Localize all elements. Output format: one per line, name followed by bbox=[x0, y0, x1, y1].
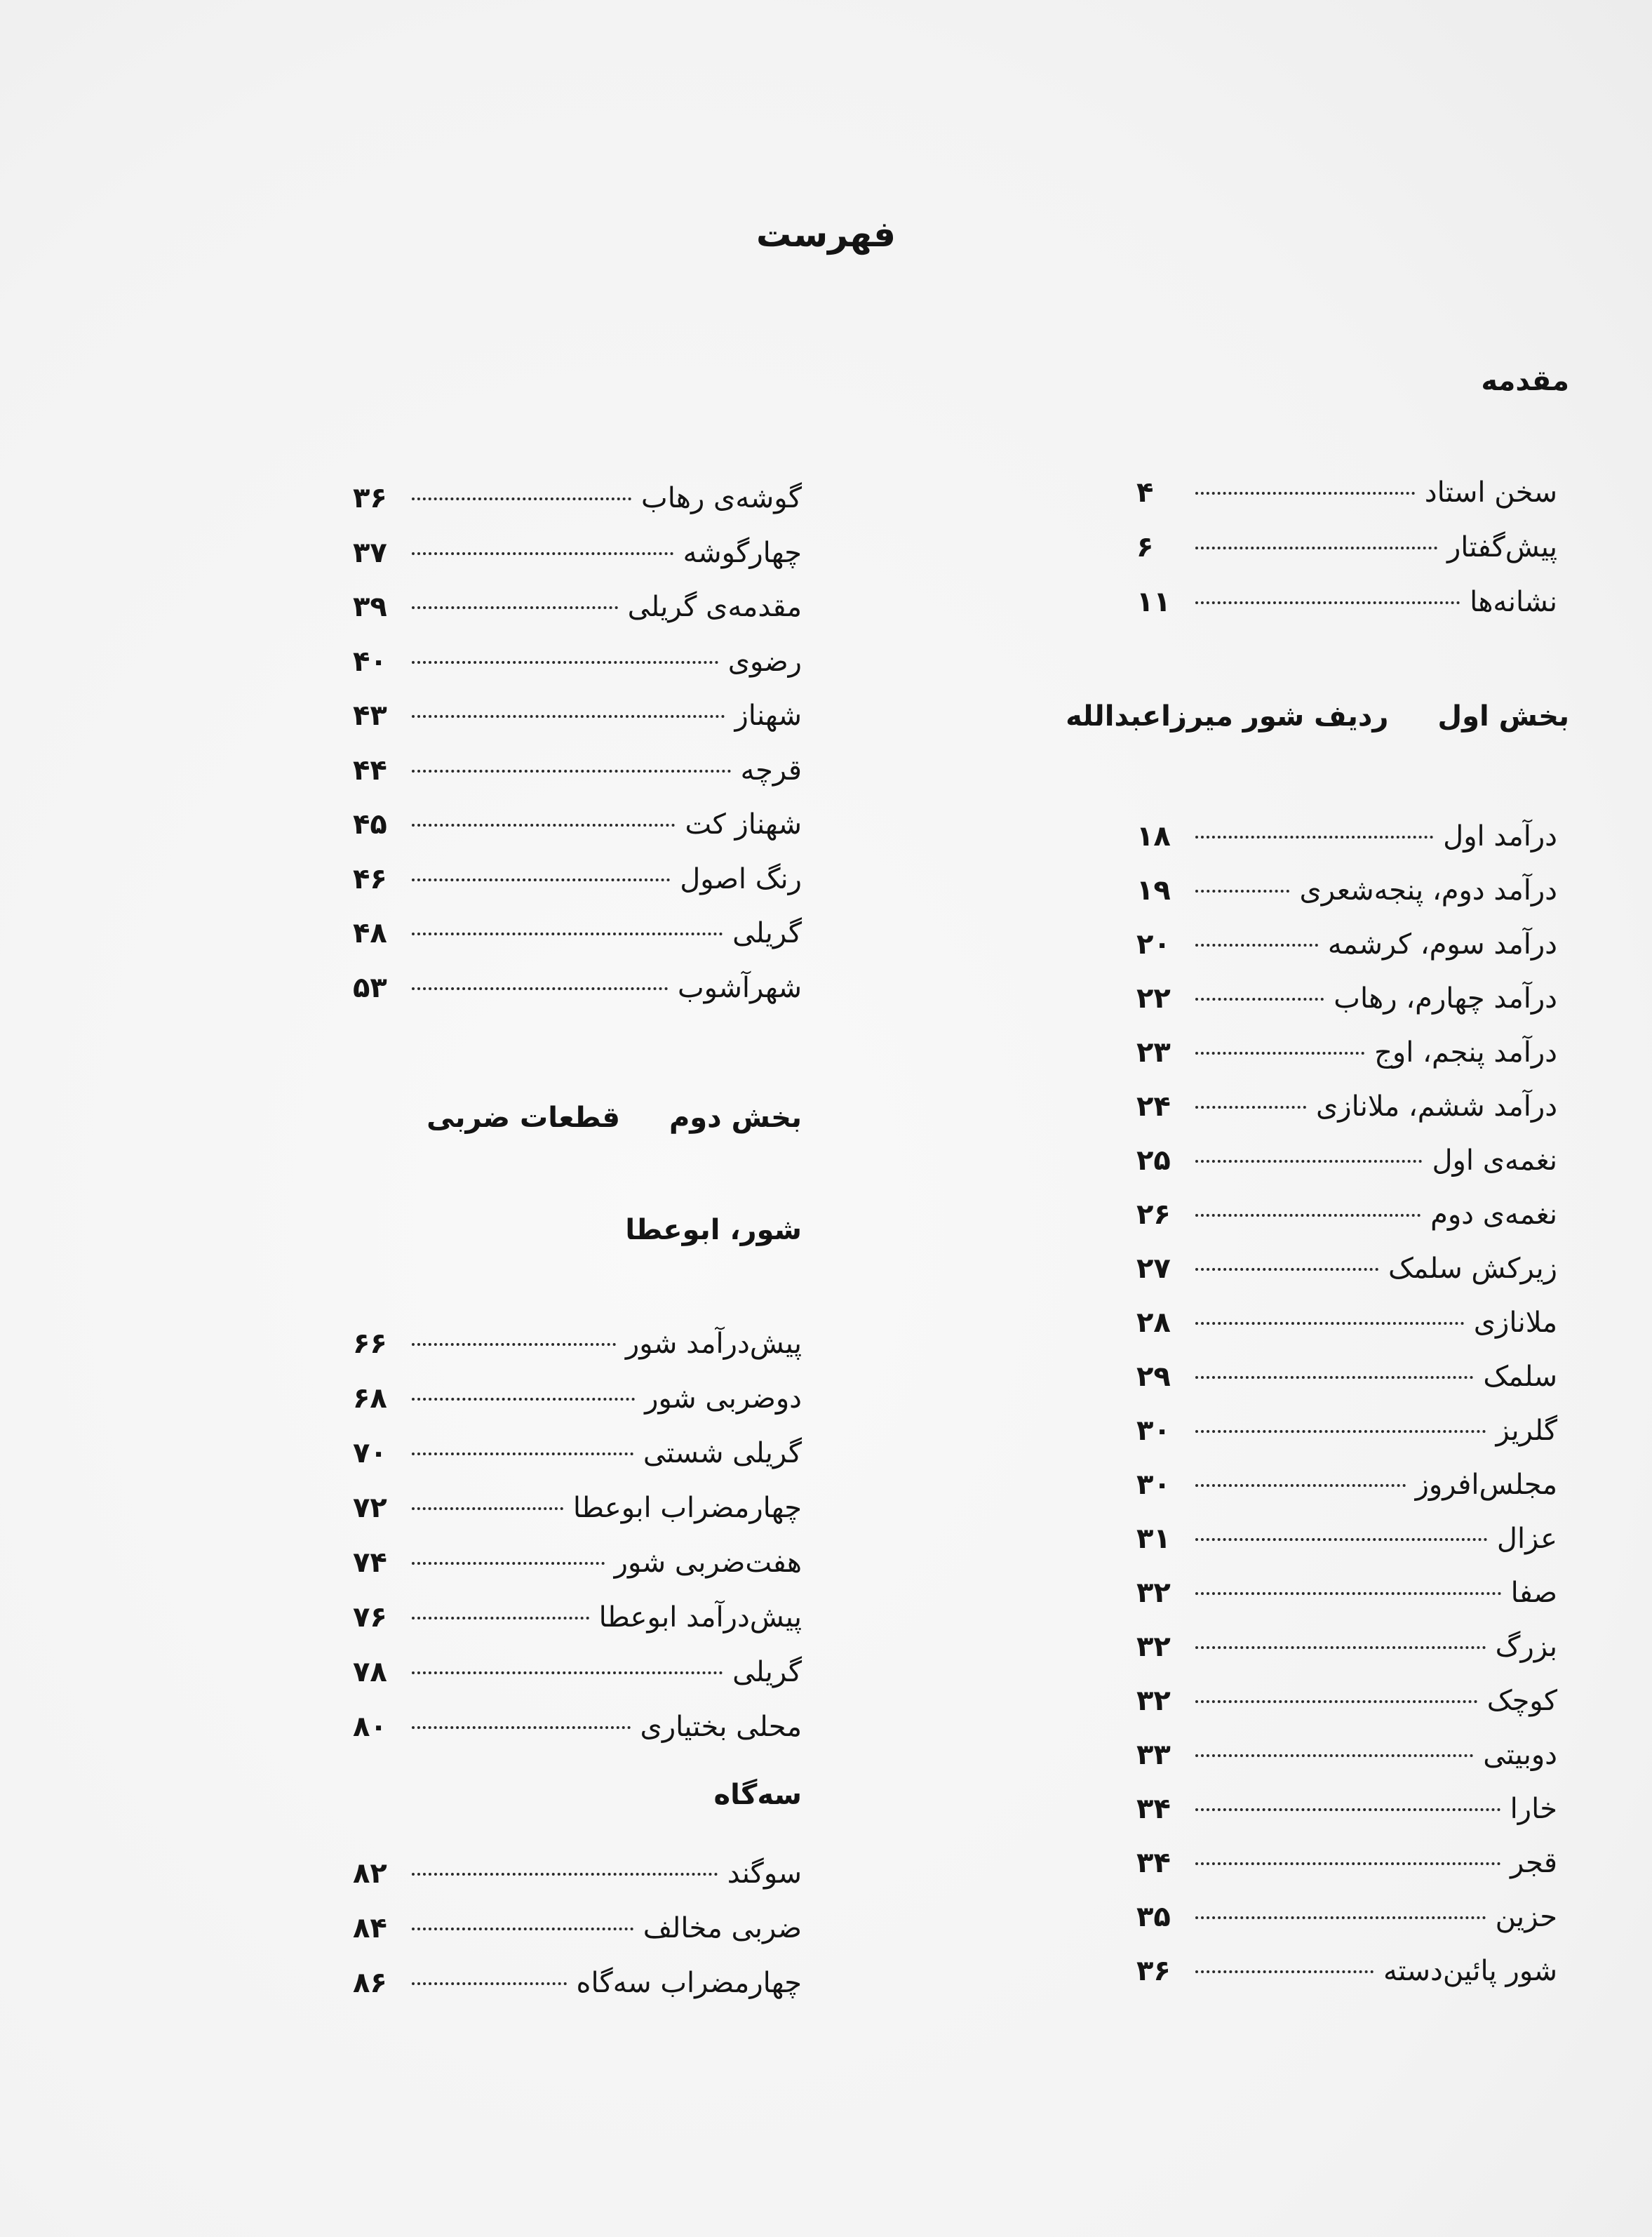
toc-entry-page: ۷۶ bbox=[353, 1601, 387, 1634]
toc-entry bbox=[1136, 815, 1557, 857]
toc-entry bbox=[353, 641, 802, 683]
toc-leader-dots bbox=[1195, 1214, 1421, 1217]
toc-entry-label: عزال bbox=[1496, 1523, 1557, 1555]
toc-entry-page: ۳۵ bbox=[1136, 1901, 1171, 1933]
toc-leader-dots bbox=[1195, 1538, 1487, 1541]
toc-entry-page: ۶۶ bbox=[353, 1328, 387, 1360]
toc-entry bbox=[1136, 1356, 1557, 1398]
toc-leader-dots bbox=[1195, 890, 1289, 893]
toc-entry-page: ۲۶ bbox=[1136, 1198, 1171, 1231]
toc-leader-dots bbox=[1195, 944, 1318, 947]
toc-entry-label: ملانازی bbox=[1473, 1307, 1557, 1339]
toc-leader-dots bbox=[412, 987, 668, 990]
toc-entry-label: هفت‌ضربی شور bbox=[614, 1547, 802, 1579]
toc-entry-page: ۴۴ bbox=[353, 754, 387, 787]
toc-entry-page: ۲۸ bbox=[1136, 1307, 1171, 1339]
toc-leader-dots bbox=[412, 1617, 589, 1620]
toc-entry-page: ۴۰ bbox=[353, 645, 387, 678]
part2-label: بخش دوم bbox=[669, 1102, 802, 1134]
toc-entry-label: چهارگوشه bbox=[683, 536, 802, 569]
toc-entry-label: شهناز bbox=[734, 700, 802, 732]
toc-entry bbox=[1136, 1788, 1557, 1830]
toc-leader-dots bbox=[412, 1982, 567, 1985]
toc-leader-dots bbox=[1195, 1808, 1500, 1811]
toc-entry bbox=[1136, 526, 1557, 568]
toc-leader-dots bbox=[1195, 1322, 1464, 1325]
toc-entry bbox=[1136, 1842, 1557, 1884]
toc-entry bbox=[1136, 1626, 1557, 1668]
toc-entry-page: ۲۵ bbox=[1136, 1144, 1171, 1177]
toc-entry bbox=[353, 695, 802, 737]
toc-entry-page: ۳۰ bbox=[1136, 1469, 1171, 1501]
toc-entry-page: ۳۴ bbox=[1136, 1793, 1171, 1825]
toc-leader-dots bbox=[1195, 1430, 1486, 1433]
toc-entry bbox=[353, 1852, 802, 1895]
toc-entry-label: زیرکش سلمک bbox=[1388, 1253, 1557, 1285]
toc-entry bbox=[1136, 1302, 1557, 1344]
toc-entry-label: درآمد دوم، پنجه‌شعری bbox=[1299, 874, 1557, 907]
toc-entry-page: ۱۸ bbox=[1136, 820, 1171, 853]
toc-leader-dots bbox=[1195, 1106, 1306, 1109]
toc-entry-page: ۸۲ bbox=[353, 1857, 387, 1890]
toc-entry-label: پیش‌درآمد ابوعطا bbox=[598, 1601, 802, 1634]
toc-leader-dots bbox=[412, 1398, 635, 1401]
toc-leader-dots bbox=[412, 933, 723, 935]
toc-entry-page: ۳۲ bbox=[1136, 1685, 1171, 1717]
toc-entry-page: ۶ bbox=[1136, 531, 1154, 563]
intro-heading: مقدمه bbox=[1481, 365, 1569, 397]
toc-entry bbox=[1136, 1086, 1557, 1128]
toc-entry bbox=[1136, 1896, 1557, 1938]
toc-entry-label: حزین bbox=[1495, 1901, 1557, 1933]
toc-entry-label: شهناز کت bbox=[685, 808, 802, 841]
toc-entry bbox=[1136, 1031, 1557, 1074]
toc-entry-label: رنگ اصول bbox=[680, 862, 802, 895]
toc-entry-label: محلی بختیاری bbox=[640, 1711, 802, 1743]
toc-entry bbox=[353, 586, 802, 628]
toc-entry bbox=[353, 1596, 802, 1638]
toc-entry-page: ۴۶ bbox=[353, 862, 387, 895]
toc-leader-dots bbox=[412, 1928, 633, 1930]
toc-entry-page: ۳۷ bbox=[353, 536, 387, 569]
toc-leader-dots bbox=[412, 715, 725, 718]
page-title: فهرست bbox=[756, 214, 896, 255]
toc-leader-dots bbox=[1195, 1700, 1477, 1703]
toc-entry-page: ۸۰ bbox=[353, 1711, 387, 1743]
toc-entry bbox=[1136, 1140, 1557, 1182]
part1-title: ردیف شور میرزاعبدالله bbox=[1066, 700, 1389, 733]
toc-leader-dots bbox=[1195, 1862, 1500, 1865]
section-segah-heading: سه‌گاه bbox=[713, 1779, 802, 1811]
toc-entry-page: ۱۹ bbox=[1136, 874, 1171, 907]
toc-entry-label: صفا bbox=[1510, 1577, 1557, 1609]
toc-entry bbox=[353, 1651, 802, 1693]
toc-leader-dots bbox=[1195, 836, 1433, 839]
toc-entry bbox=[1136, 923, 1557, 966]
part2-heading bbox=[427, 1102, 802, 1134]
part1-label: بخش اول bbox=[1437, 700, 1569, 733]
toc-entry-page: ۲۲ bbox=[1136, 982, 1171, 1015]
toc-entry bbox=[353, 1907, 802, 1949]
toc-entry-label: دوضربی شور bbox=[645, 1382, 802, 1415]
toc-leader-dots bbox=[1195, 1970, 1374, 1973]
toc-leader-dots bbox=[1195, 1268, 1378, 1271]
toc-leader-dots bbox=[412, 1671, 723, 1674]
toc-entry bbox=[1136, 1464, 1557, 1506]
toc-entry-label: نشانه‌ها bbox=[1470, 586, 1557, 618]
toc-entry-label: گوشه‌ی رهاب bbox=[641, 482, 802, 514]
toc-entry-label: پیش‌گفتار bbox=[1446, 531, 1557, 563]
toc-entry-label: گلریز bbox=[1496, 1415, 1557, 1447]
part1-heading bbox=[1066, 700, 1569, 733]
toc-entry-page: ۴ bbox=[1136, 476, 1154, 509]
toc-entry-label: درآمد ششم، ملانازی bbox=[1315, 1090, 1557, 1123]
toc-entry-label: قجر bbox=[1510, 1847, 1557, 1879]
toc-entry bbox=[1136, 977, 1557, 1020]
toc-entry-label: گریلی bbox=[732, 1656, 802, 1688]
toc-entry bbox=[353, 967, 802, 1009]
toc-entry bbox=[353, 1487, 802, 1529]
toc-entry-page: ۳۶ bbox=[1136, 1955, 1171, 1987]
toc-leader-dots bbox=[412, 1507, 563, 1510]
toc-leader-dots bbox=[1195, 1376, 1473, 1379]
toc-entry-label: خارا bbox=[1510, 1793, 1557, 1825]
toc-entry-page: ۵۳ bbox=[353, 971, 387, 1004]
toc-entry bbox=[353, 477, 802, 519]
toc-entry-page: ۸۴ bbox=[353, 1912, 387, 1944]
toc-entry bbox=[1136, 472, 1557, 514]
toc-entry-page: ۳۴ bbox=[1136, 1847, 1171, 1879]
toc-leader-dots bbox=[1195, 601, 1460, 604]
toc-entry-page: ۱۱ bbox=[1136, 586, 1171, 618]
toc-entry bbox=[353, 1706, 802, 1748]
toc-entry bbox=[353, 749, 802, 792]
toc-leader-dots bbox=[1195, 1916, 1486, 1919]
toc-entry bbox=[1136, 1950, 1557, 1992]
toc-entry-label: شور پائین‌دسته bbox=[1383, 1955, 1557, 1987]
toc-leader-dots bbox=[1195, 1484, 1406, 1487]
toc-leader-dots bbox=[412, 1453, 633, 1455]
toc-entry bbox=[1136, 1194, 1557, 1236]
toc-entry-page: ۲۹ bbox=[1136, 1361, 1171, 1393]
toc-entry bbox=[1136, 1572, 1557, 1614]
toc-leader-dots bbox=[1195, 1052, 1364, 1055]
toc-entry-label: سلمک bbox=[1483, 1361, 1557, 1393]
toc-entry bbox=[1136, 869, 1557, 912]
toc-entry-page: ۷۲ bbox=[353, 1492, 387, 1524]
toc-entry-page: ۳۲ bbox=[1136, 1577, 1171, 1609]
toc-entry-label: رضوی bbox=[727, 645, 802, 678]
toc-leader-dots bbox=[412, 1562, 605, 1565]
toc-entry bbox=[353, 532, 802, 574]
toc-entry-page: ۴۳ bbox=[353, 700, 387, 732]
toc-leader-dots bbox=[412, 879, 670, 881]
toc-entry-page: ۳۳ bbox=[1136, 1739, 1171, 1771]
toc-entry-label: درآمد چهارم، رهاب bbox=[1334, 982, 1557, 1015]
toc-entry-page: ۶۸ bbox=[353, 1382, 387, 1415]
toc-entry-page: ۳۹ bbox=[353, 591, 387, 623]
toc-entry-page: ۳۲ bbox=[1136, 1631, 1171, 1663]
toc-entry-page: ۷۸ bbox=[353, 1656, 387, 1688]
toc-entry-label: کوچک bbox=[1486, 1685, 1557, 1717]
toc-entry bbox=[1136, 1734, 1557, 1776]
toc-entry bbox=[1136, 1248, 1557, 1290]
toc-entry-page: ۳۶ bbox=[353, 482, 387, 514]
toc-entry bbox=[1136, 581, 1557, 623]
toc-entry bbox=[353, 1432, 802, 1474]
toc-entry bbox=[353, 858, 802, 900]
toc-leader-dots bbox=[1195, 998, 1324, 1001]
toc-entry-label: بزرگ bbox=[1495, 1631, 1557, 1663]
toc-entry bbox=[353, 1377, 802, 1420]
toc-entry-label: چهارمضراب سه‌گاه bbox=[576, 1967, 802, 1999]
toc-entry-page: ۴۸ bbox=[353, 917, 387, 949]
toc-entry bbox=[353, 1962, 802, 2004]
toc-entry bbox=[1136, 1680, 1557, 1722]
toc-leader-dots bbox=[412, 1726, 631, 1729]
toc-entry bbox=[1136, 1410, 1557, 1452]
toc-leader-dots bbox=[1195, 1160, 1422, 1163]
toc-leader-dots bbox=[1195, 547, 1437, 549]
toc-entry-label: شهرآشوب bbox=[678, 971, 802, 1004]
toc-entry-page: ۷۴ bbox=[353, 1547, 387, 1579]
toc-entry-page: ۷۰ bbox=[353, 1437, 387, 1469]
toc-leader-dots bbox=[412, 498, 631, 500]
toc-leader-dots bbox=[412, 552, 673, 555]
toc-entry-page: ۴۵ bbox=[353, 808, 387, 841]
toc-entry bbox=[353, 912, 802, 954]
toc-entry-label: قرچه bbox=[740, 754, 802, 787]
toc-leader-dots bbox=[1195, 1754, 1473, 1757]
toc-leader-dots bbox=[1195, 1592, 1501, 1595]
toc-entry-page: ۲۷ bbox=[1136, 1253, 1171, 1285]
toc-entry-page: ۲۳ bbox=[1136, 1036, 1171, 1069]
toc-leader-dots bbox=[412, 661, 718, 664]
toc-entry-label: دوبیتی bbox=[1483, 1739, 1557, 1771]
toc-leader-dots bbox=[1195, 492, 1415, 495]
toc-entry-label: سخن استاد bbox=[1424, 476, 1557, 509]
toc-leader-dots bbox=[1195, 1646, 1486, 1649]
toc-entry-label: درآمد پنجم، اوج bbox=[1374, 1036, 1557, 1069]
toc-leader-dots bbox=[412, 824, 675, 827]
toc-entry-label: نغمه‌ی دوم bbox=[1430, 1198, 1557, 1231]
toc-entry-label: درآمد اول bbox=[1443, 820, 1557, 853]
toc-leader-dots bbox=[412, 1873, 718, 1876]
toc-entry-label: چهارمضراب ابوعطا bbox=[572, 1492, 802, 1524]
toc-leader-dots bbox=[412, 606, 618, 609]
toc-entry bbox=[353, 1542, 802, 1584]
toc-entry-label: گریلی bbox=[732, 917, 802, 949]
toc-leader-dots bbox=[412, 770, 731, 773]
toc-entry-label: پیش‌درآمد شور bbox=[625, 1328, 802, 1360]
toc-entry-label: مقدمه‌ی گریلی bbox=[627, 591, 802, 623]
toc-entry-page: ۳۱ bbox=[1136, 1523, 1171, 1555]
toc-entry-label: سوگند bbox=[727, 1857, 802, 1890]
toc-leader-dots bbox=[412, 1343, 616, 1346]
toc-entry bbox=[353, 803, 802, 846]
toc-entry-page: ۲۴ bbox=[1136, 1090, 1171, 1123]
toc-entry bbox=[1136, 1518, 1557, 1560]
toc-entry-label: نغمه‌ی اول bbox=[1432, 1144, 1557, 1177]
part2-title: قطعات ضربی bbox=[427, 1102, 620, 1134]
toc-entry-label: گریلی شستی bbox=[643, 1437, 802, 1469]
toc-entry-label: درآمد سوم، کرشمه bbox=[1327, 928, 1557, 961]
toc-entry-page: ۳۰ bbox=[1136, 1415, 1171, 1447]
section-shur-abuata-heading: شور، ابوعطا bbox=[625, 1214, 802, 1246]
toc-entry-label: مجلس‌افروز bbox=[1415, 1469, 1557, 1501]
toc-entry-label: ضربی مخالف bbox=[643, 1912, 802, 1944]
toc-entry-page: ۲۰ bbox=[1136, 928, 1171, 961]
toc-entry-page: ۸۶ bbox=[353, 1967, 387, 1999]
toc-entry bbox=[353, 1323, 802, 1365]
